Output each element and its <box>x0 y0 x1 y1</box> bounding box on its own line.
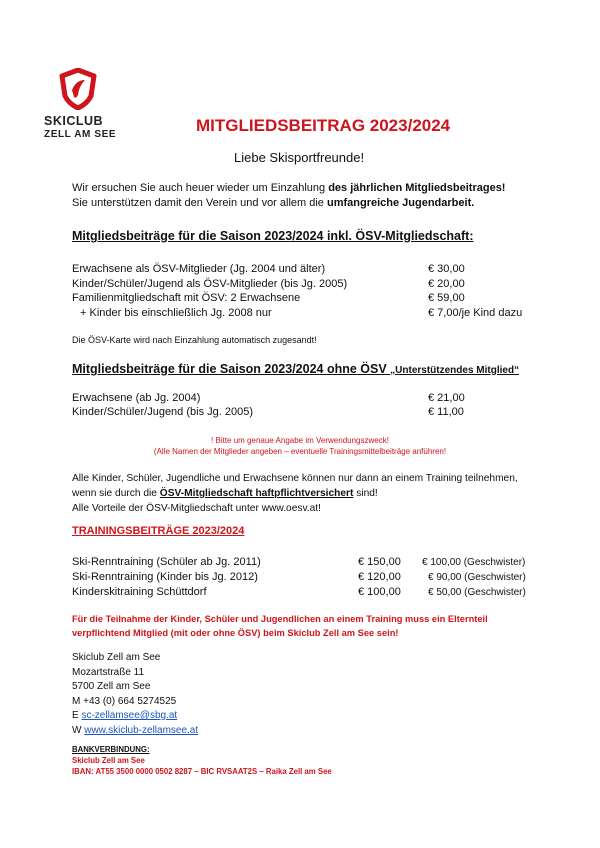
logo-text-line2: ZELL AM SEE <box>44 129 117 140</box>
parent-membership-notice: Für die Teilnahme der Kinder, Schüler und Jugendlichen an einem Training muss ein Elternteil verpflichtend Mitglied (mit oder ohne ÖSV) beim Skiclub Zell am See sein! <box>72 614 488 638</box>
bank-iban: IBAN: AT55 3500 0000 0502 8287 – BIC RVSAAT2S – Raika Zell am See <box>72 767 332 776</box>
fee-row-amount: € 7,00/je Kind dazu <box>428 307 523 319</box>
fee-row-amount: € 20,00 <box>428 278 465 290</box>
oesv-card-note: Die ÖSV-Karte wird nach Einzahlung automatisch zugesandt! <box>72 335 317 345</box>
training-row-sibling: € 100,00 (Geschwister) <box>422 557 526 568</box>
contact-name: Skiclub Zell am See <box>72 652 161 663</box>
training-row-sibling: € 90,00 (Geschwister) <box>428 572 526 583</box>
logo-text-line1: SKICLUB <box>44 114 104 128</box>
training-row-label: Ski-Renntraining (Kinder bis Jg. 2012) <box>72 571 258 583</box>
fee-row-amount: € 21,00 <box>428 392 465 404</box>
section2-heading: Mitgliedsbeiträge für die Saison 2023/2024 ohne ÖSV „Unterstützendes Mitglied“ <box>72 362 520 376</box>
training-row-amount: € 120,00 <box>358 571 401 583</box>
bank-heading: BANKVERBINDUNG: <box>72 745 150 754</box>
contact-city: 5700 Zell am See <box>72 681 151 692</box>
fee-row-amount: € 30,00 <box>428 263 465 275</box>
training-heading: TRAININGSBEITRÄGE 2023/2024 <box>72 525 245 537</box>
training-row-label: Kinderskitraining Schüttdorf <box>72 586 207 598</box>
fee-row-label: Erwachsene (ab Jg. 2004) <box>72 392 201 404</box>
bank-account-name: Skiclub Zell am See <box>72 756 145 765</box>
training-row-amount: € 100,00 <box>358 586 401 598</box>
shield-icon <box>57 68 99 110</box>
bank-details <box>72 744 332 777</box>
fee-row-amount: € 59,00 <box>428 292 465 304</box>
club-logo <box>44 68 117 140</box>
section1-heading: Mitgliedsbeiträge für die Saison 2023/2024 inkl. ÖSV-Mitgliedschaft: <box>72 229 474 243</box>
training-row-label: Ski-Renntraining (Schüler ab Jg. 2011) <box>72 556 261 568</box>
warning-line1: ! Bitte um genaue Angabe im Verwendungszweck! <box>211 436 389 445</box>
training-row-sibling: € 50,00 (Geschwister) <box>428 587 526 598</box>
fee-row-label: Kinder/Schüler/Jugend als ÖSV-Mitglieder (bis Jg. 2005) <box>72 278 348 290</box>
fee-row-label: Kinder/Schüler/Jugend (bis Jg. 2005) <box>72 406 253 418</box>
email-link[interactable]: sc-zellamsee@sbg.at <box>81 710 178 721</box>
greeting: Liebe Skisportfreunde! <box>234 150 365 165</box>
warning-line2: (Alle Namen der Mitglieder angeben – eventuelle Trainingsmittelbeiträge anführen! <box>153 447 447 456</box>
training-row-amount: € 150,00 <box>358 556 401 568</box>
contact-street: Mozartstraße 11 <box>72 666 145 678</box>
contact-phone: M +43 (0) 664 5274525 <box>72 695 177 707</box>
fee-row-amount: € 11,00 <box>428 406 464 418</box>
intro-text: Wir ersuchen Sie auch heuer wieder um Einzahlung des jährlichen Mitgliedsbeitrages! Sie unterstützen damit den Verein und vor allem die umfangreiche Jugendarbeit. <box>72 182 506 209</box>
fee-row-label: Familienmitgliedschaft mit ÖSV: 2 Erwachsene <box>72 292 301 304</box>
fee-row-label: + Kinder bis einschließlich Jg. 2008 nur <box>80 307 272 319</box>
website-link[interactable]: www.skiclub-zellamsee.at <box>84 724 199 736</box>
page-title: MITGLIEDSBEITRAG 2023/2024 <box>196 116 451 135</box>
contact-block: Skiclub Zell am See Mozartstraße 11 5700 Zell am See M +43 (0) 664 5274525 E sc-zellamsee@sbg.at W www.skiclub-zellamsee.at <box>72 652 199 736</box>
fee-row-label: Erwachsene als ÖSV-Mitglieder (Jg. 2004 und älter) <box>72 263 326 275</box>
training-info: Alle Kinder, Schüler, Jugendliche und Erwachsene können nur dann an einem Training teilnehmen, wenn sie durch die ÖSV-Mitgliedschaft haftpflichtversichert sind! Alle Vorteile der ÖSV-Mitgliedschaft unter www.oesv.at! <box>72 473 518 514</box>
